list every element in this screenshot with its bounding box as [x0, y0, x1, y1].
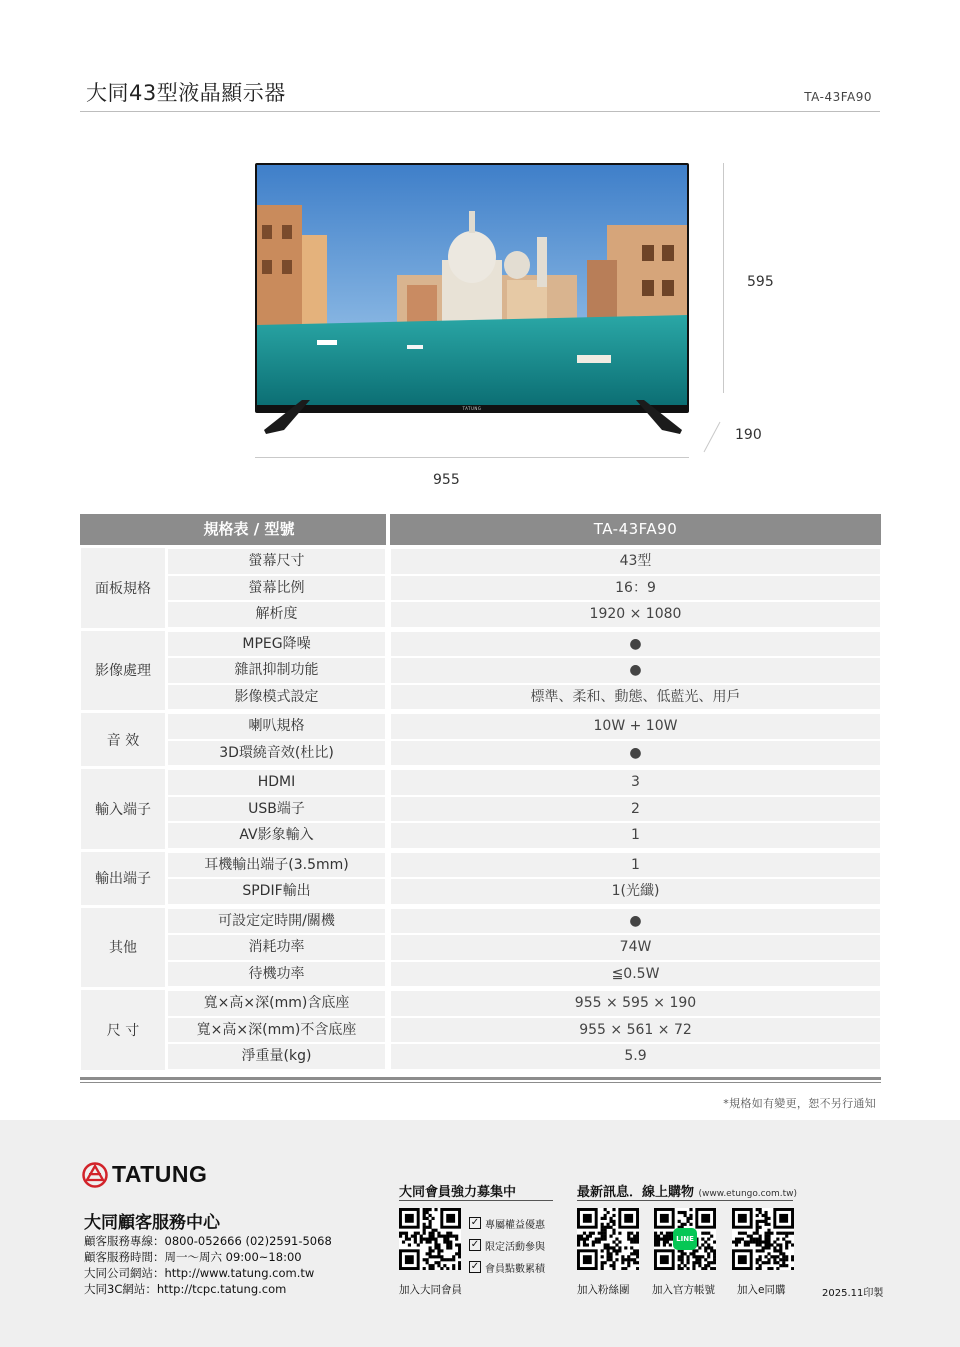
news-title-text: 最新訊息．線上購物	[577, 1185, 695, 1200]
spec-row	[80, 878, 881, 905]
spec-change-note: *規格如有變更，恕不另行通知	[723, 1097, 876, 1110]
spec-feature: MPEG降噪	[168, 632, 385, 657]
line-qr-code[interactable]	[654, 1208, 716, 1270]
spec-group	[80, 631, 881, 711]
table-bottom-rule	[80, 1077, 881, 1080]
spec-value: 16：9	[391, 576, 880, 601]
spec-group	[80, 548, 881, 628]
spec-group-label: 尺 寸	[81, 990, 165, 1070]
member-qr-code[interactable]	[399, 1208, 461, 1270]
spec-feature: 螢幕比例	[168, 576, 385, 601]
spec-value: 74W	[391, 935, 880, 960]
spec-value: 1	[391, 853, 880, 878]
spec-value: 955 × 561 × 72	[391, 1018, 880, 1043]
spec-row	[80, 657, 881, 684]
spec-row	[80, 740, 881, 767]
line-app-icon: LINE	[673, 1228, 697, 1250]
width-dimension: 955	[433, 472, 460, 488]
spec-group-label: 輸入端子	[81, 769, 165, 849]
news-url[interactable]: (www.etungo.com.tw)	[698, 1189, 798, 1199]
spec-value: ≦0.5W	[391, 962, 880, 987]
depth-dimension-line	[700, 420, 724, 456]
spec-group	[80, 852, 881, 905]
height-dimension-line	[723, 163, 724, 393]
spec-group	[80, 990, 881, 1070]
spec-row	[80, 796, 881, 823]
spec-row	[80, 769, 881, 796]
tatung-logo	[82, 1161, 207, 1188]
tv-brand-logo: TATUNG	[462, 406, 482, 411]
checkbox-icon: ✓	[470, 1239, 480, 1250]
fanpage-qr-label: 加入粉絲團	[577, 1284, 630, 1296]
spec-row	[80, 601, 881, 628]
spec-value: ●	[391, 632, 880, 657]
news-divider	[577, 1200, 793, 1201]
spec-row	[80, 908, 881, 935]
member-qr-label: 加入大同會員	[399, 1284, 462, 1296]
width-dimension-line	[255, 457, 689, 458]
spec-value: 2	[391, 797, 880, 822]
tatung-emblem-icon	[82, 1162, 108, 1188]
service-hotline: 顧客服務專線：0800-052666 (02)2591-5068	[84, 1234, 332, 1248]
checkbox-icon: ✓	[470, 1261, 480, 1272]
spec-row	[80, 1017, 881, 1044]
spec-feature: 寬×高×深(mm)含底座	[168, 991, 385, 1016]
spec-group-label: 其他	[81, 908, 165, 988]
model-number: TA-43FA90	[804, 90, 872, 104]
member-title: 大同會員強力募集中	[399, 1185, 517, 1200]
service-hours: 顧客服務時間：周一～周六 09:00~18:00	[84, 1250, 302, 1264]
spec-feature: 耳機輸出端子(3.5mm)	[168, 853, 385, 878]
spec-header-label: 規格表 / 型號	[80, 514, 386, 545]
spec-row	[80, 575, 881, 602]
benefit-item: ✓ 限定活動參與	[470, 1239, 545, 1253]
spec-row	[80, 990, 881, 1017]
spec-row	[80, 852, 881, 879]
table-bottom-rule-thin	[80, 1082, 881, 1083]
spec-row	[80, 961, 881, 988]
spec-group-label: 面板規格	[81, 548, 165, 628]
print-date: 2025.11印製	[822, 1288, 884, 1299]
spec-feature: SPDIF輸出	[168, 879, 385, 904]
spec-value: 3	[391, 770, 880, 795]
spec-group	[80, 769, 881, 849]
3c-website[interactable]: 大同3C網站：http://tcpc.tatung.com	[84, 1282, 287, 1296]
qr-pattern	[732, 1208, 794, 1270]
spec-row	[80, 684, 881, 711]
spec-row	[80, 1043, 881, 1070]
spec-value: 1	[391, 823, 880, 848]
spec-row	[80, 713, 881, 740]
spec-feature: 可設定定時開/關機	[168, 909, 385, 934]
spec-table-header	[80, 514, 881, 545]
qr-pattern	[399, 1208, 461, 1270]
spec-value: ●	[391, 741, 880, 766]
line-qr-label: 加入官方帳號	[652, 1284, 715, 1296]
benefit-item: ✓ 專屬權益優惠	[470, 1217, 545, 1231]
member-divider	[399, 1200, 553, 1201]
spec-value: 955 × 595 × 190	[391, 991, 880, 1016]
company-website[interactable]: 大同公司網站：http://www.tatung.com.tw	[84, 1266, 315, 1280]
footer	[0, 1120, 960, 1347]
spec-table	[80, 514, 881, 1070]
spec-feature: 影像模式設定	[168, 685, 385, 710]
spec-feature: HDMI	[168, 770, 385, 795]
service-center-title: 大同顧客服務中心	[84, 1213, 220, 1233]
spec-feature: 待機功率	[168, 962, 385, 987]
news-title	[577, 1181, 797, 1200]
member-benefits	[469, 1212, 545, 1278]
spec-feature: USB端子	[168, 797, 385, 822]
spec-feature: 淨重量(kg)	[168, 1044, 385, 1069]
spec-row	[80, 631, 881, 658]
service-info	[84, 1233, 332, 1297]
spec-feature: 消耗功率	[168, 935, 385, 960]
tv-illustration	[255, 163, 689, 413]
tv-stand-left	[262, 400, 322, 440]
spec-group-label: 影像處理	[81, 631, 165, 711]
spec-row	[80, 934, 881, 961]
spec-feature: AV影象輸入	[168, 823, 385, 848]
spec-feature: 3D環繞音效(杜比)	[168, 741, 385, 766]
header-divider	[80, 111, 880, 112]
spec-value: 標準、柔和、動態、低藍光、用戶	[391, 685, 880, 710]
brand-name: TATUNG	[112, 1161, 208, 1187]
spec-feature: 解析度	[168, 602, 385, 627]
spec-value: 43型	[391, 549, 880, 574]
spec-value: 5.9	[391, 1044, 880, 1069]
page-title: 大同43型液晶顯示器	[86, 81, 286, 105]
qr-pattern	[577, 1208, 639, 1270]
spec-value: 1920 × 1080	[391, 602, 880, 627]
benefit-item: ✓ 會員點數累積	[470, 1261, 545, 1275]
eshop-qr-label: 加入e同購	[737, 1284, 786, 1296]
tv-stand-right	[624, 400, 684, 440]
spec-group	[80, 713, 881, 766]
eshop-qr-code[interactable]	[732, 1208, 794, 1270]
height-dimension: 595	[747, 274, 774, 290]
spec-table-body	[80, 548, 881, 1070]
spec-value: ●	[391, 909, 880, 934]
spec-row	[80, 822, 881, 849]
depth-dimension: 190	[735, 427, 762, 443]
checkbox-icon: ✓	[470, 1217, 480, 1228]
spec-group-label: 音 效	[81, 713, 165, 766]
spec-group-label: 輸出端子	[81, 852, 165, 905]
spec-feature: 螢幕尺寸	[168, 549, 385, 574]
spec-group	[80, 908, 881, 988]
spec-feature: 喇叭規格	[168, 714, 385, 739]
spec-value: ●	[391, 658, 880, 683]
fanpage-qr-code[interactable]	[577, 1208, 639, 1270]
spec-header-model: TA-43FA90	[390, 514, 881, 545]
tv-screen-image	[257, 165, 687, 405]
spec-value: 10W + 10W	[391, 714, 880, 739]
spec-feature: 雜訊抑制功能	[168, 658, 385, 683]
spec-row	[80, 548, 881, 575]
spec-value: 1(光纖)	[391, 879, 880, 904]
spec-feature: 寬×高×深(mm)不含底座	[168, 1018, 385, 1043]
